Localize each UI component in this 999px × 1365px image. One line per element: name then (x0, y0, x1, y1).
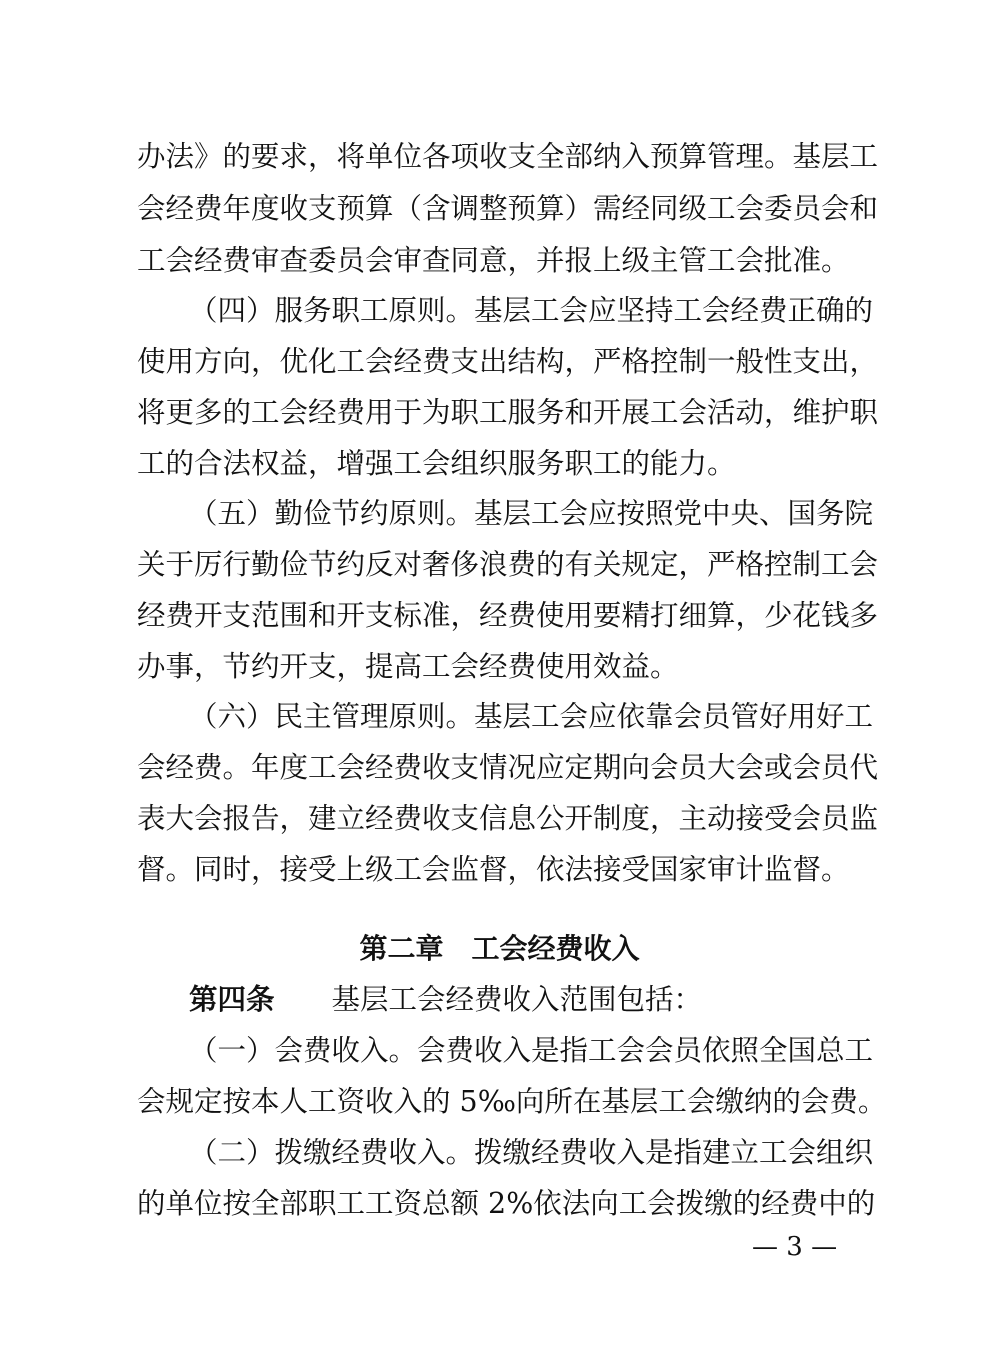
text-line: 将更多的工会经费用于为职工服务和开展工会活动，维护职 (137, 396, 879, 429)
page-number: — 3 — (752, 1232, 838, 1262)
text-line: 会经费。年度工会经费收支情况应定期向会员大会或会员代 (137, 751, 879, 784)
text-line: 办事，节约开支，提高工会经费使用效益。 (137, 650, 679, 683)
text-line: 表大会报告，建立经费收支信息公开制度，主动接受会员监 (137, 802, 879, 835)
text-line: 工的合法权益，增强工会组织服务职工的能力。 (137, 447, 736, 480)
text-line: 的单位按全部职工工资总额 2%依法向工会拨缴的经费中的 (137, 1187, 876, 1220)
text-line: 工会经费审查委员会审查同意，并报上级主管工会批准。 (137, 244, 850, 277)
text-line: 督。同时，接受上级工会监督，依法接受国家审计监督。 (137, 853, 850, 886)
article-line (189, 980, 867, 1020)
article-number: 第四条 (189, 983, 275, 1016)
text-line: 会规定按本人工资收入的 5‰向所在基层工会缴纳的会费。 (137, 1085, 887, 1118)
paragraph-start-line: （六）民主管理原则。基层工会应依靠会员管好用好工 (189, 700, 874, 733)
paragraph-start-line: （四）服务职工原则。基层工会应坚持工会经费正确的 (189, 294, 874, 327)
text-line: 会经费年度收支预算（含调整预算）需经同级工会委员会和 (137, 192, 879, 225)
text-line: 关于厉行勤俭节约反对奢侈浪费的有关规定，严格控制工会 (137, 548, 879, 581)
paragraph-start-line: （一）会费收入。会费收入是指工会会员依照全国总工 (189, 1034, 874, 1067)
paragraph-start-line: （二）拨缴经费收入。拨缴经费收入是指建立工会组织 (189, 1136, 874, 1169)
chapter-heading: 第二章 工会经费收入 (359, 932, 640, 965)
text-line: 经费开支范围和开支标准，经费使用要精打细算，少花钱多 (137, 599, 879, 632)
text-line: 办法》的要求，将单位各项收支全部纳入预算管理。基层工 (137, 140, 879, 173)
article-text: 基层工会经费收入范围包括： (331, 983, 703, 1016)
paragraph-start-line: （五）勤俭节约原则。基层工会应按照党中央、国务院 (189, 497, 874, 530)
text-line: 使用方向，优化工会经费支出结构，严格控制一般性支出， (137, 345, 879, 378)
